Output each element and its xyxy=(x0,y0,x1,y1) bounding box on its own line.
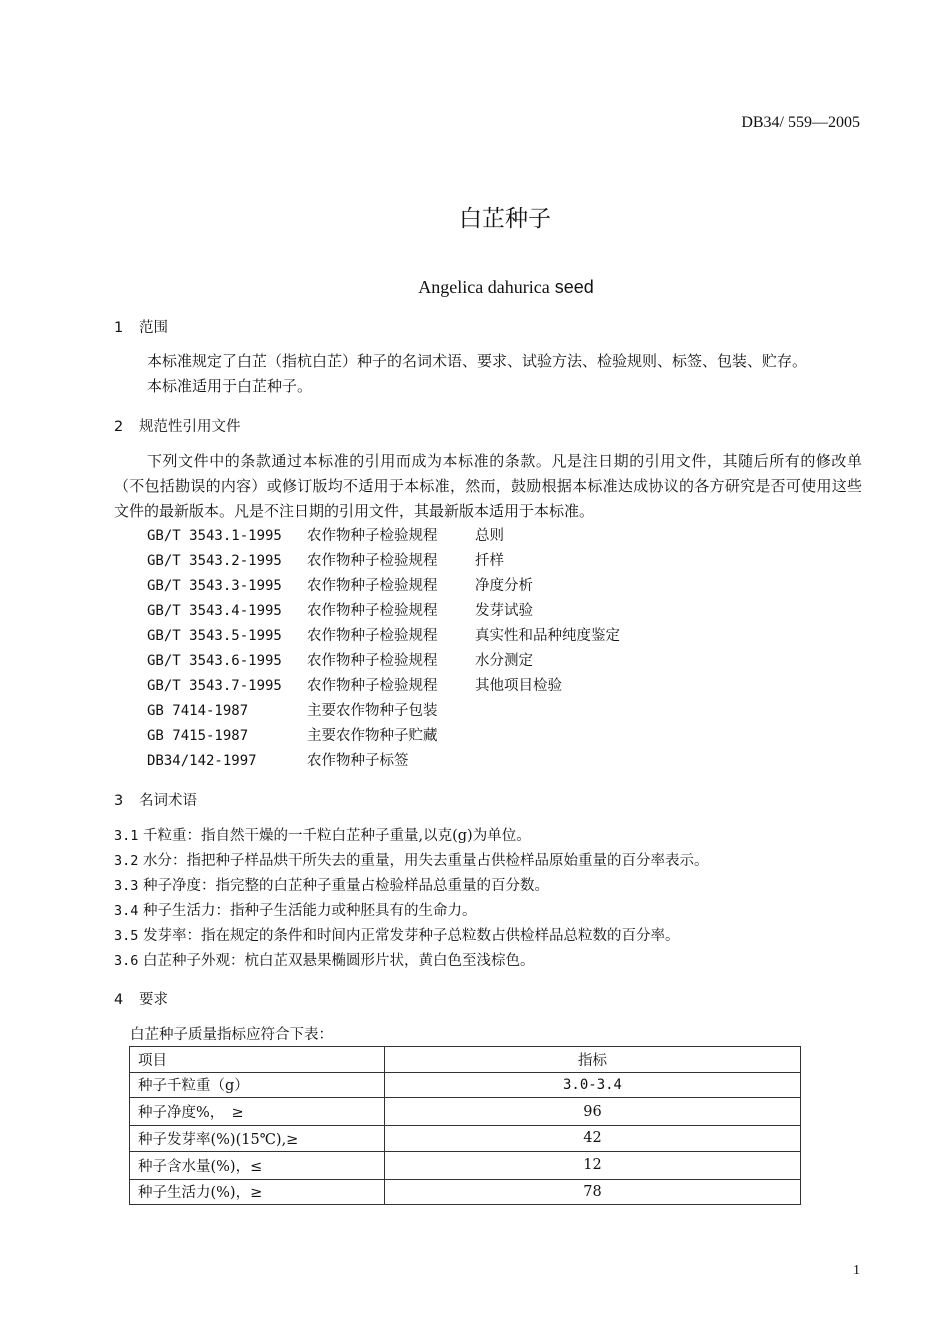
table-cell-value: 96 xyxy=(385,1098,801,1126)
english-title-seed: seed xyxy=(549,277,594,297)
term-text: 水分：指把种子样品烘干所失去的重量，用失去重量占供检样品原始重量的百分率表示。 xyxy=(143,853,709,869)
section-heading-requirements xyxy=(114,988,168,1009)
term-text: 发芽率：指在规定的条件和时间内正常发芽种子总粒数占供检样品总粒数的百分率。 xyxy=(143,928,680,944)
term-number: 3.3 xyxy=(114,878,139,894)
section-heading-refs xyxy=(114,415,241,436)
section-title: 要求 xyxy=(139,992,168,1008)
table-cell-item: 种子生活力(%)，≥ xyxy=(130,1179,385,1205)
term-item xyxy=(114,899,477,920)
reference-code: GB 7415-1987 xyxy=(147,728,249,744)
scope-line-2: 本标准适用于白芷种子。 xyxy=(147,377,313,395)
english-title-latin: Angelica dahurica xyxy=(418,277,550,297)
section-number: 3 xyxy=(114,793,124,809)
reference-row xyxy=(147,699,475,720)
reference-subtitle: 发芽试验 xyxy=(475,603,533,619)
reference-title: 主要农作物种子贮藏 xyxy=(307,728,438,744)
reference-title: 农作物种子标签 xyxy=(307,753,409,769)
term-item xyxy=(114,924,680,945)
section-number: 4 xyxy=(114,992,124,1008)
section-heading-scope xyxy=(114,316,168,337)
table-cell-item: 种子含水量(%)，≤ xyxy=(130,1151,385,1179)
reference-title: 农作物种子检验规程 xyxy=(307,628,438,644)
table-cell-item: 种子千粒重（g） xyxy=(130,1072,385,1098)
reference-row xyxy=(147,574,533,595)
table-cell-item: 种子发芽率(%)(15℃),≥ xyxy=(130,1126,385,1152)
term-text: 白芷种子外观：杭白芷双悬果椭圆形片状，黄白色至浅棕色。 xyxy=(143,953,535,969)
term-number: 3.6 xyxy=(114,953,139,969)
reference-title: 农作物种子检验规程 xyxy=(307,653,438,669)
document-code: DB34/ 559—2005 xyxy=(741,114,860,131)
reference-code: GB/T 3543.3-1995 xyxy=(147,578,282,594)
reference-title: 农作物种子检验规程 xyxy=(307,678,438,694)
term-number: 3.4 xyxy=(114,903,139,919)
reference-title: 农作物种子检验规程 xyxy=(307,578,438,594)
page-number: 1 xyxy=(853,1263,860,1278)
table-row xyxy=(130,1098,801,1126)
reference-row xyxy=(147,674,562,695)
table-cell-value: 3.0-3.4 xyxy=(385,1072,801,1098)
section-number: 1 xyxy=(114,320,124,336)
scope-line-1: 本标准规定了白芷（指杭白芷）种子的名词术语、要求、试验方法、检验规则、标签、包装、贮存。 xyxy=(147,352,808,370)
page-title: 白芷种子 xyxy=(459,206,551,232)
term-text: 种子净度：指完整的白芷种子重量占检验样品总重量的百分数。 xyxy=(143,878,549,894)
reference-subtitle: 其他项目检验 xyxy=(475,678,562,694)
section-heading-terms xyxy=(114,789,197,810)
term-text: 千粒重：指自然干燥的一千粒白芷种子重量,以克(g)为单位。 xyxy=(143,828,531,844)
table-cell-value: 12 xyxy=(385,1151,801,1179)
table-row xyxy=(130,1126,801,1152)
reference-row xyxy=(147,524,504,545)
section-number: 2 xyxy=(114,419,124,435)
section-title: 规范性引用文件 xyxy=(139,419,241,435)
reference-code: GB/T 3543.1-1995 xyxy=(147,528,282,544)
reference-row xyxy=(147,724,475,745)
reference-row xyxy=(147,599,533,620)
term-item xyxy=(114,849,709,870)
reference-row xyxy=(147,749,475,770)
term-item xyxy=(114,874,549,895)
quality-index-table xyxy=(129,1046,801,1205)
reference-code: GB/T 3543.2-1995 xyxy=(147,553,282,569)
term-number: 3.5 xyxy=(114,928,139,944)
term-number: 3.2 xyxy=(114,853,139,869)
reference-title: 主要农作物种子包装 xyxy=(307,703,438,719)
table-row xyxy=(130,1072,801,1098)
reference-row xyxy=(147,549,504,570)
reference-row xyxy=(147,649,533,670)
reference-title: 农作物种子检验规程 xyxy=(307,603,438,619)
table-row xyxy=(130,1151,801,1179)
table-row xyxy=(130,1179,801,1205)
table-cell-value: 78 xyxy=(385,1179,801,1205)
table-caption: 白芷种子质量指标应符合下表： xyxy=(130,1027,333,1043)
reference-subtitle: 扦样 xyxy=(475,553,504,569)
reference-code: GB 7414-1987 xyxy=(147,703,249,719)
reference-title: 农作物种子检验规程 xyxy=(307,553,438,569)
reference-subtitle: 真实性和品种纯度鉴定 xyxy=(475,628,620,644)
table-header-row xyxy=(130,1047,801,1073)
reference-code: GB/T 3543.7-1995 xyxy=(147,678,282,694)
refs-intro-paragraph: 下列文件中的条款通过本标准的引用而成为本标准的条款。凡是注日期的引用文件，其随后所有的修改单（不包括勘误的内容）或修订版均不适用于本标准，然而，鼓励根据本标准达成协议的各方研究是否可使用这些文件的最新版本。凡是不注日期的引用文件，其最新版本适用于本标准。 xyxy=(114,452,862,520)
term-item xyxy=(114,824,531,845)
reference-code: GB/T 3543.5-1995 xyxy=(147,628,282,644)
reference-subtitle: 水分测定 xyxy=(475,653,533,669)
reference-code: DB34/142-1997 xyxy=(147,753,257,769)
reference-subtitle: 总则 xyxy=(475,528,504,544)
term-item xyxy=(114,949,535,970)
reference-subtitle: 净度分析 xyxy=(475,578,533,594)
table-cell-item: 种子净度%， ≥ xyxy=(130,1098,385,1126)
term-number: 3.1 xyxy=(114,828,139,844)
table-header-cell: 项目 xyxy=(130,1047,385,1073)
reference-row xyxy=(147,624,620,645)
table-header-cell: 指标 xyxy=(385,1047,801,1073)
section-title: 范围 xyxy=(139,320,168,336)
reference-title: 农作物种子检验规程 xyxy=(307,528,438,544)
section-title: 名词术语 xyxy=(139,793,197,809)
english-title xyxy=(0,277,950,298)
term-text: 种子生活力：指种子生活能力或种胚具有的生命力。 xyxy=(143,903,477,919)
table-cell-value: 42 xyxy=(385,1126,801,1152)
reference-code: GB/T 3543.6-1995 xyxy=(147,653,282,669)
reference-code: GB/T 3543.4-1995 xyxy=(147,603,282,619)
